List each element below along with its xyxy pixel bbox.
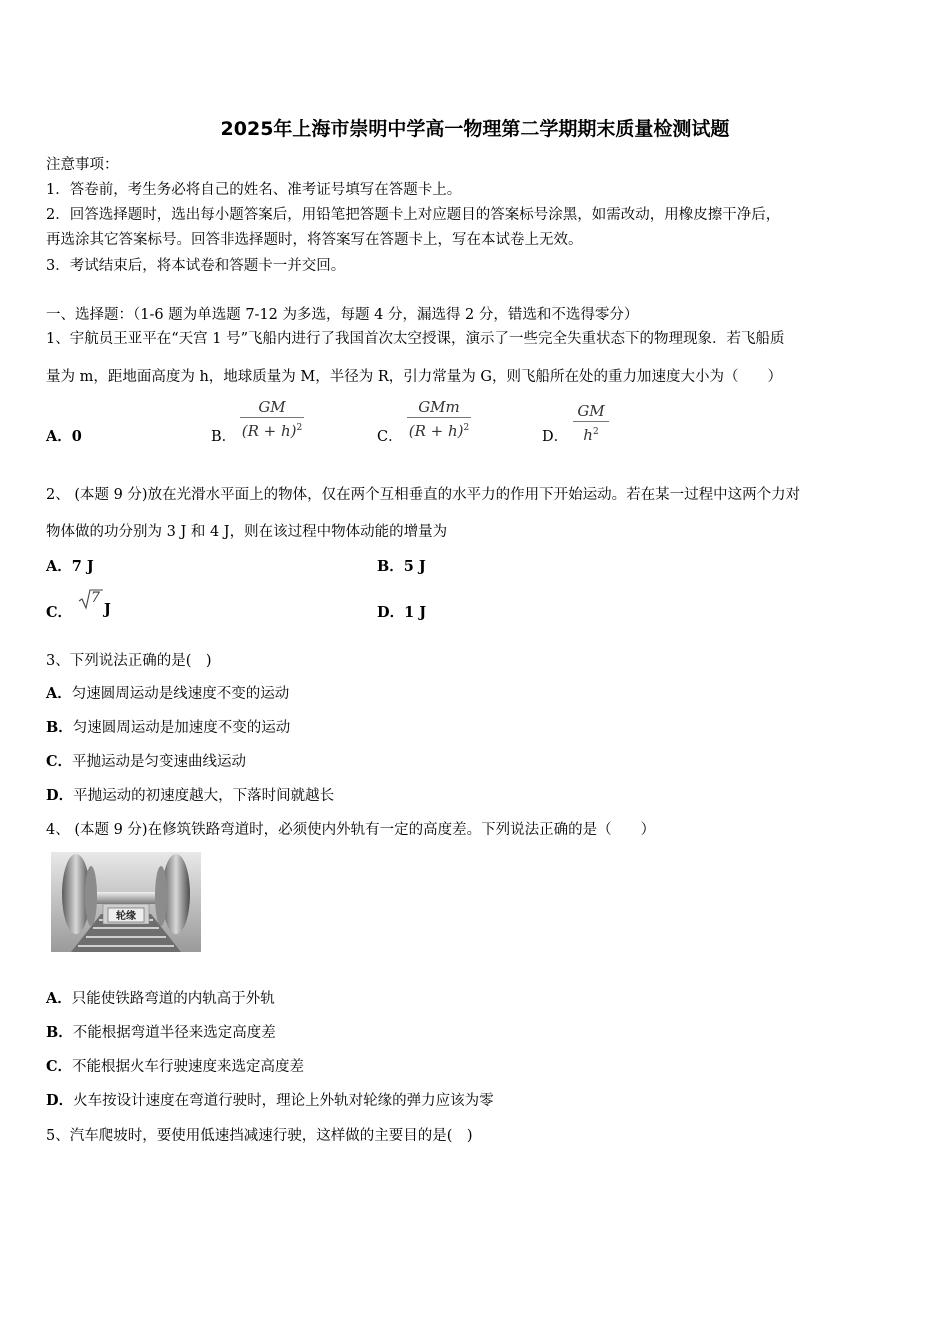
notice-item: 1．答卷前，考生务必将自己的姓名、准考证号填写在答题卡上。 (46, 182, 462, 198)
fraction-denominator: (R + h) (241, 422, 297, 440)
q2-option-c-text: J (104, 601, 111, 618)
option-label: D． (377, 604, 405, 621)
option-label: B． (46, 719, 73, 736)
option-label: D． (46, 787, 74, 804)
option-label: B． (46, 1024, 73, 1041)
option-label: D． (46, 1092, 74, 1109)
option-label: A． (46, 685, 72, 702)
wheel-rail-figure (51, 852, 201, 952)
q3-option-b (46, 716, 290, 737)
question-4-stem: 4、 (本题 9 分)在修筑铁路弯道时，必须使内外轨有一定的高度差。下列说法正确的是（ ） (46, 822, 656, 838)
question-3-stem: 3、下列说法正确的是( ) (46, 653, 212, 669)
radicand: 7 (91, 590, 100, 606)
option-text: 匀速圆周运动是线速度不变的运动 (71, 686, 290, 702)
option-text: 只能使铁路弯道的内轨高于外轨 (71, 991, 275, 1007)
q4-option-a (46, 987, 275, 1008)
page-title: 2025年上海市崇明中学高一物理第二学期期末质量检测试题 (220, 118, 730, 140)
q4-option-c (46, 1055, 304, 1076)
fraction-numerator: GM (577, 402, 605, 420)
option-label: A． (46, 428, 72, 445)
question-1-stem: 量为 m，距地面高度为 h，地球质量为 M，半径为 R，引力常量为 G，则飞船所在处的重力加速度大小为（ ） (46, 369, 782, 385)
option-text: 火车按设计速度在弯道行驶时，理论上外轨对轮缘的弹力应该为零 (73, 1093, 494, 1109)
fraction-numerator: GM (258, 398, 286, 416)
option-text: 不能根据火车行驶速度来选定高度差 (72, 1059, 305, 1075)
figure-label: 轮缘 (116, 911, 136, 922)
option-text: 5 J (403, 558, 426, 575)
fraction-numerator: GMm (418, 398, 460, 416)
train-wheelset-illustration (51, 852, 201, 952)
question-2-stem: 物体做的功分别为 3 J 和 4 J，则在该过程中物体动能的增量为 (46, 524, 448, 540)
option-label: A． (46, 558, 72, 575)
q1-option-b-label: B． (211, 429, 237, 445)
fraction-exponent: 2 (463, 423, 470, 433)
q3-option-a (46, 682, 289, 703)
q2-option-d (377, 601, 426, 622)
q2-option-b (377, 555, 426, 576)
option-text: 匀速圆周运动是加速度不变的运动 (72, 720, 291, 736)
q1-option-d-label: D． (542, 429, 569, 445)
section-heading: 一、选择题：（1-6 题为单选题 7-12 为多选，每题 4 分，漏选得 2 分，错选和不选得零分） (46, 307, 639, 323)
question-1-stem: 1、宇航员王亚平在“天宫 1 号”飞船内进行了我国首次太空授课，演示了一些完全失重状态下的物理现象．若飞船质 (46, 331, 785, 347)
option-label: C． (46, 1058, 73, 1075)
option-text: 不能根据弯道半径来选定高度差 (72, 1025, 276, 1041)
q3-option-d (46, 784, 334, 805)
q1-option-d-fraction (573, 402, 609, 444)
q1-option-c-fraction (407, 398, 471, 440)
question-5-stem: 5、汽车爬坡时，要使用低速挡减速行驶，这样做的主要目的是( ) (46, 1128, 473, 1144)
q4-option-d (46, 1089, 494, 1110)
question-2-stem: 2、 (本题 9 分)放在光滑水平面上的物体，仅在两个互相垂直的水平力的作用下开始运动。若在某一过程中这两个力对 (46, 487, 801, 503)
option-text: 0 (71, 428, 82, 445)
option-label: C． (46, 753, 73, 770)
notice-item: 2．回答选择题时，选出每小题答案后，用铅笔把答题卡上对应题目的答案标号涂黑，如需改动，用橡皮擦干净后， (46, 207, 781, 223)
fraction-denominator: (R + h) (408, 422, 464, 440)
option-text: 7 J (71, 558, 94, 575)
q1-option-c-label: C． (377, 429, 403, 445)
option-text: 平抛运动是匀变速曲线运动 (72, 754, 247, 770)
option-label: A． (46, 990, 72, 1007)
q1-option-a (46, 425, 82, 446)
option-text: 1 J (404, 604, 427, 621)
q1-option-b-fraction (240, 398, 304, 440)
option-text: 平抛运动的初速度越大，下落时间就越长 (73, 788, 335, 804)
fraction-exponent: 2 (296, 423, 303, 433)
notice-heading: 注意事项： (46, 157, 119, 173)
q2-option-c-label: C． (46, 604, 73, 621)
option-label: B． (377, 558, 404, 575)
q3-option-c (46, 750, 246, 771)
notice-item: 3．考试结束后，将本试卷和答题卡一并交回。 (46, 258, 346, 274)
sqrt-symbol (78, 588, 104, 614)
notice-item: 再选涂其它答案标号。回答非选择题时，将答案写在答题卡上，写在本试卷上无效。 (46, 232, 583, 248)
fraction-exponent: 2 (592, 427, 599, 437)
q4-option-b (46, 1021, 276, 1042)
fraction-denominator: h (583, 426, 593, 444)
q2-option-a (46, 555, 94, 576)
